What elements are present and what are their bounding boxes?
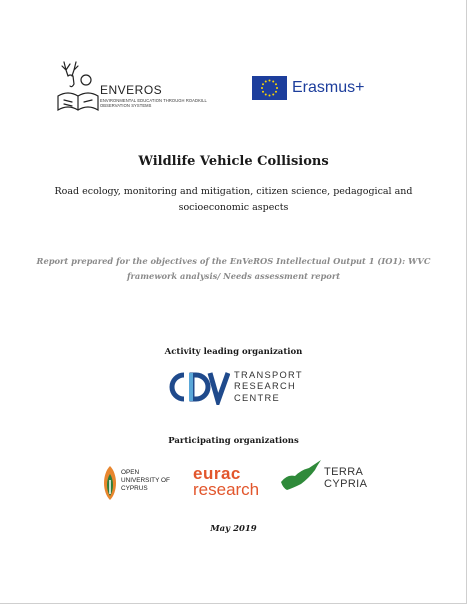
enveros-logo bbox=[56, 58, 206, 114]
eu-star-icon bbox=[265, 81, 267, 83]
document-date: May 2019 bbox=[210, 524, 257, 534]
eu-star-icon bbox=[275, 83, 277, 85]
eu-star-icon bbox=[276, 87, 278, 89]
ouc-name bbox=[121, 469, 170, 493]
eu-star-icon bbox=[269, 95, 271, 97]
participating-orgs-label: Participating organizations bbox=[168, 436, 299, 446]
ouc-line-1: OPEN bbox=[121, 469, 140, 476]
cyprus-island-icon bbox=[279, 458, 325, 494]
ouc-line-3: CYPRUS bbox=[121, 485, 148, 492]
eu-star-icon bbox=[272, 81, 274, 83]
trc-line-1: TRANSPORT bbox=[234, 370, 303, 380]
trc-line-3: CENTRE bbox=[234, 392, 281, 403]
enveros-tagline: ENVIRONMENTAL EDUCATION THROUGH ROADKILL OBSERVATION SYSTEMS bbox=[100, 98, 207, 108]
trc-line-2: RESEARCH bbox=[234, 381, 297, 392]
erasmus-label: Erasmus+ bbox=[292, 79, 365, 96]
eurac-line-1: eurac bbox=[193, 464, 241, 483]
trc-logo bbox=[166, 369, 306, 405]
terra-cypria-name bbox=[324, 466, 367, 490]
eu-star-icon bbox=[269, 80, 271, 82]
report-note: Report prepared for the objectives of the EnVeROS Intellectual Output 1 (IO1): WVC framework analysis/ Needs assessment report bbox=[36, 256, 431, 281]
eu-star-icon bbox=[262, 91, 264, 93]
eurac-line-2: research bbox=[193, 480, 260, 499]
terra-cypria-logo bbox=[279, 458, 379, 498]
leading-org-label: Activity leading organization bbox=[164, 347, 303, 357]
cdv-mark-icon bbox=[166, 369, 230, 405]
eu-star-icon bbox=[275, 91, 277, 93]
document-subtitle: Road ecology, monitoring and mitigation, citizen science, pedagogical and socioeconomic aspects bbox=[54, 186, 413, 213]
terra-line-1: TERRA bbox=[324, 466, 364, 478]
deer-book-icon bbox=[56, 58, 100, 114]
eu-star-icon bbox=[261, 87, 263, 89]
eu-flag-icon bbox=[252, 76, 287, 100]
ouc-flame-icon bbox=[100, 464, 120, 502]
eu-star-icon bbox=[272, 94, 274, 96]
eu-star-icon bbox=[262, 83, 264, 85]
enveros-name: ENVEROS bbox=[100, 83, 163, 97]
eurac-logo bbox=[193, 466, 259, 498]
ouc-logo bbox=[100, 464, 180, 504]
ouc-line-2: UNIVERSITY OF bbox=[121, 477, 170, 484]
document-title: Wildlife Vehicle Collisions bbox=[138, 154, 329, 169]
trc-name bbox=[234, 370, 303, 404]
eu-star-icon bbox=[265, 94, 267, 96]
terra-line-2: CYPRIA bbox=[324, 478, 368, 490]
